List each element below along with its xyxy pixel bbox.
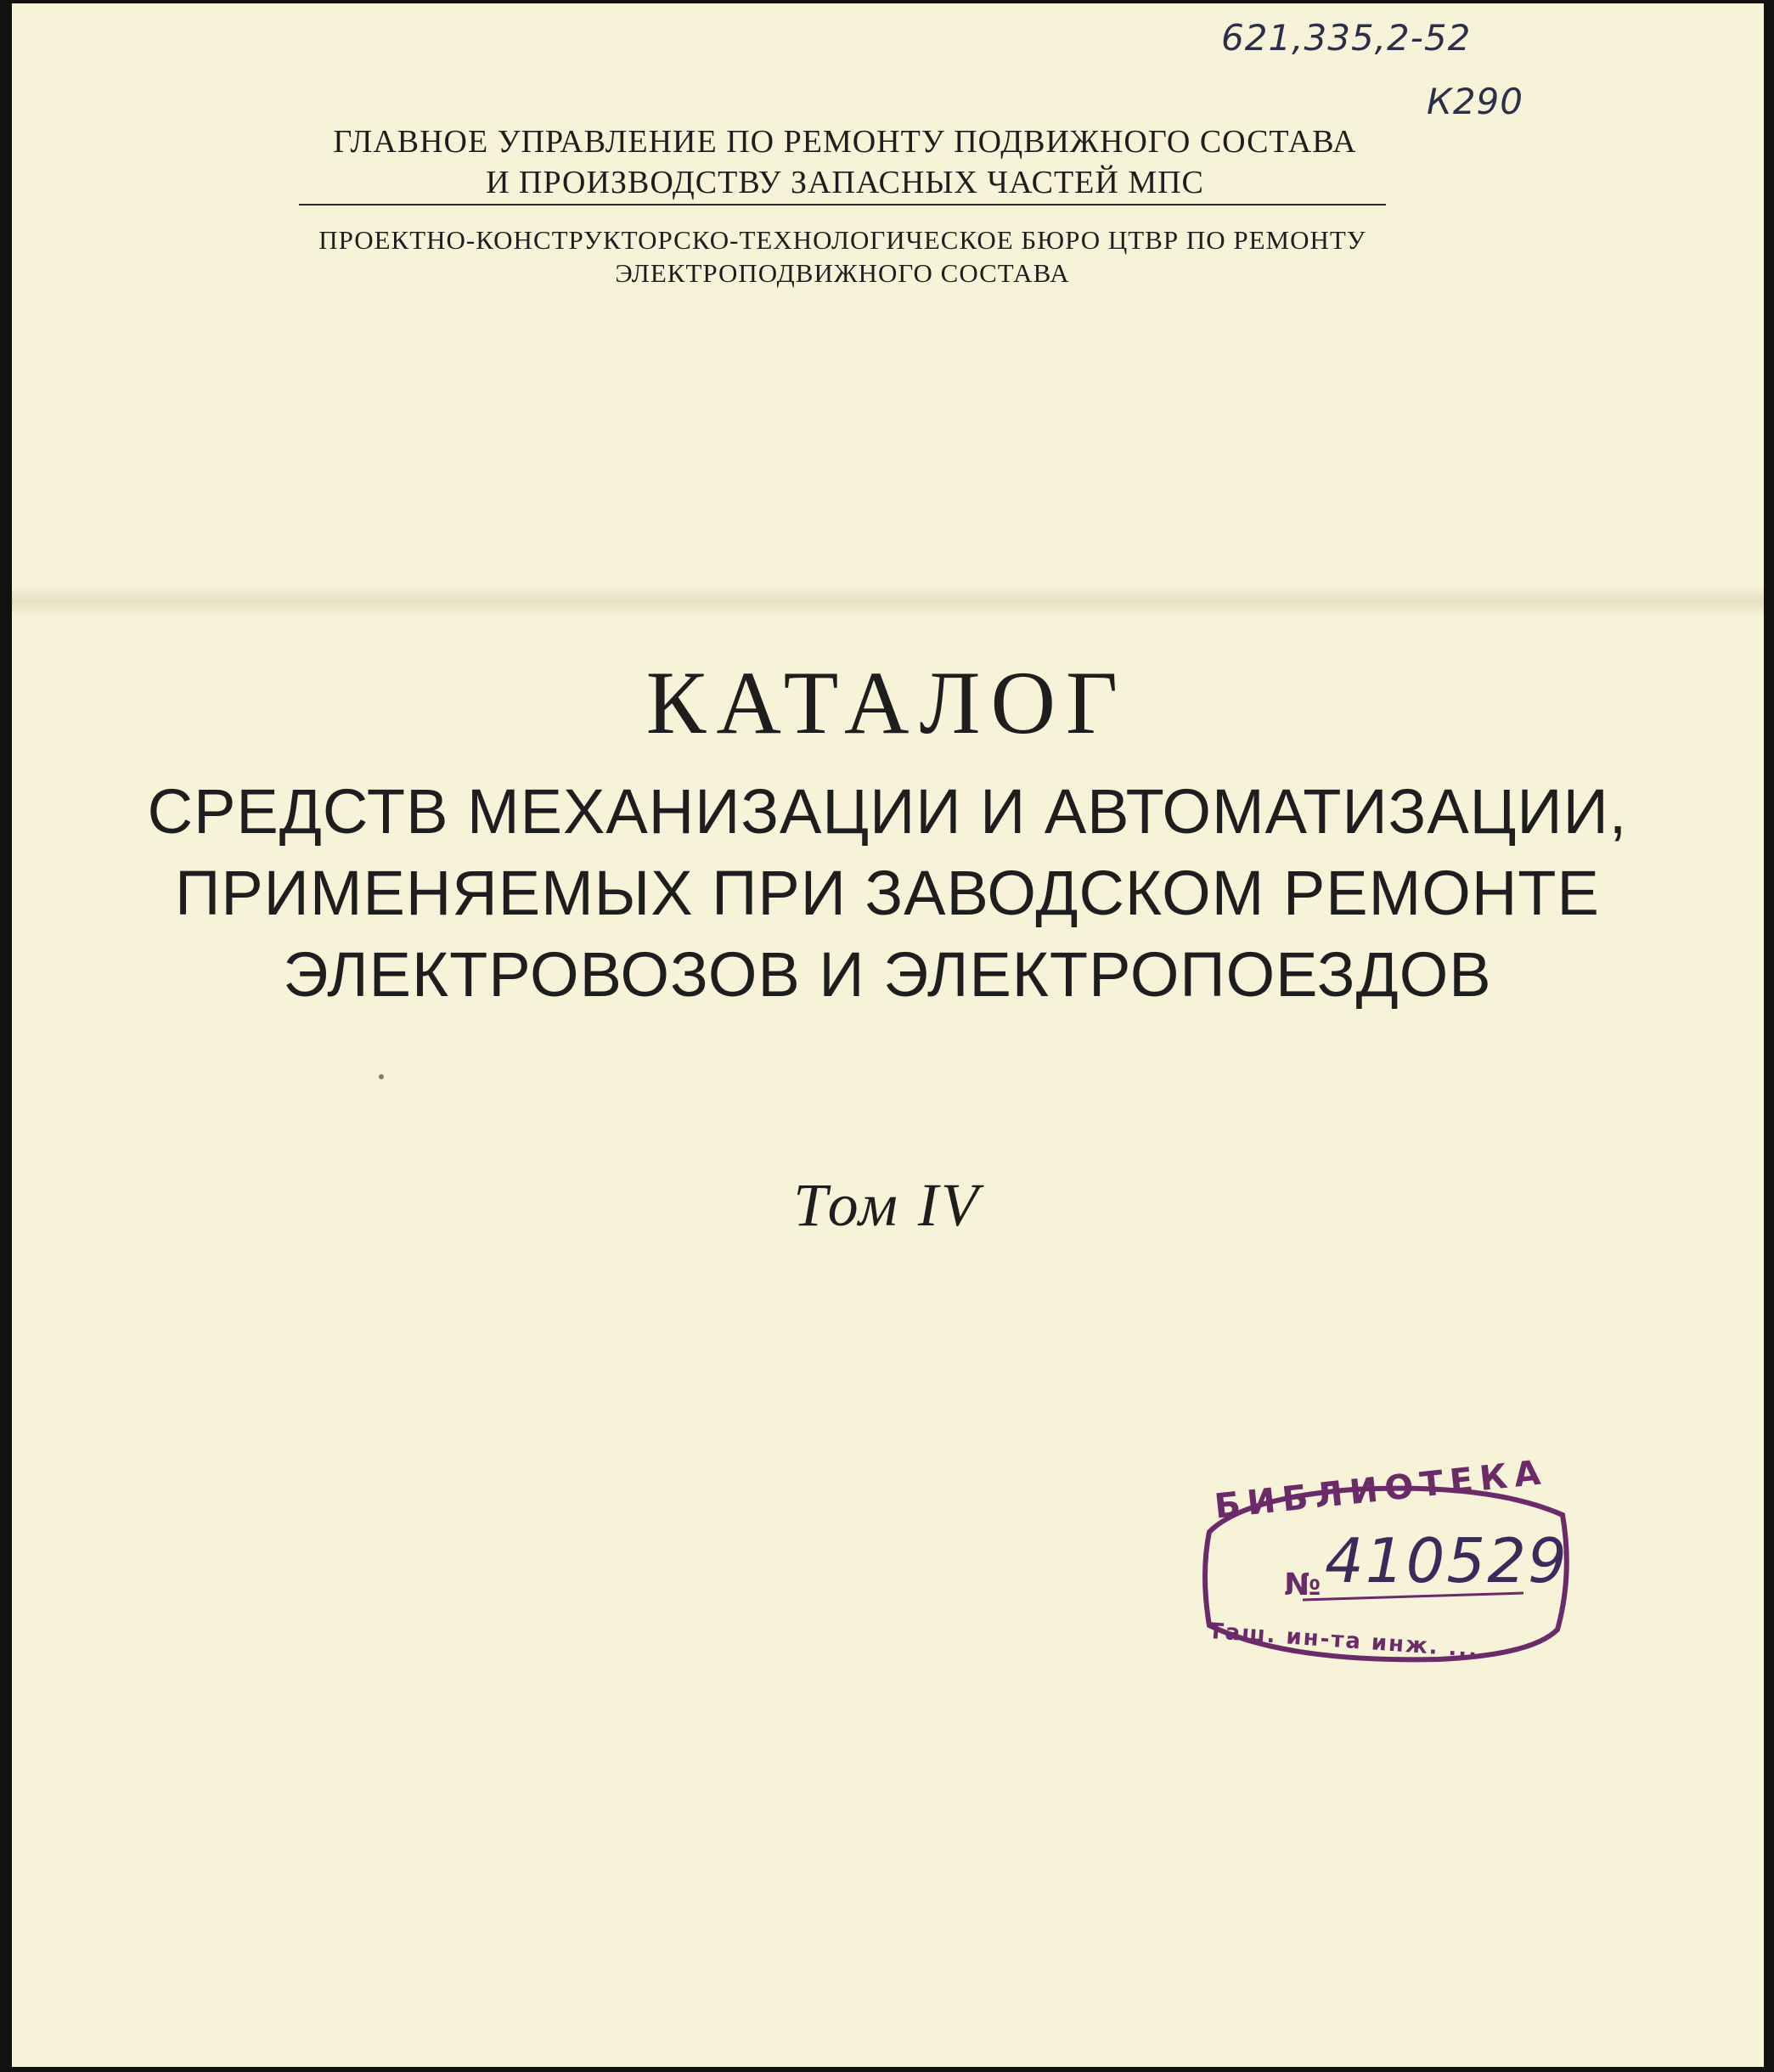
document-subtitle [85, 771, 1690, 1016]
stamp-inventory-number: 410529 [1325, 1525, 1568, 1596]
page-edge-bottom [0, 2067, 1774, 2072]
document-title: КАТАЛОГ [645, 653, 1129, 752]
ministry-line-2: И ПРОИЗВОДСТВУ ЗАПАСНЫХ ЧАСТЕЙ МПС [486, 165, 1204, 200]
paper-fold-line [12, 586, 1764, 617]
ministry-line-1: ГЛАВНОЕ УПРАВЛЕНИЕ ПО РЕМОНТУ ПОДВИЖНОГО СОСТАВА [333, 124, 1357, 160]
subtitle-line-2: ПРИМЕНЯЕМЫХ ПРИ ЗАВОДСКОМ РЕМОНТЕ [175, 858, 1600, 928]
subtitle-line-3: ЭЛЕКТРОВОЗОВ И ЭЛЕКТРОПОЕЗДОВ [283, 939, 1492, 1010]
header-divider [299, 204, 1386, 206]
paper-speck [379, 1074, 384, 1079]
shelfmark-author-code: К290 [1427, 81, 1523, 122]
page-edge-right [1764, 0, 1774, 2072]
subtitle-line-1: СРЕДСТВ МЕХАНИЗАЦИИ И АВТОМАТИЗАЦИИ, [147, 776, 1628, 847]
stamp-header-text: БИБЛИОТЕКА [1213, 1452, 1550, 1527]
ministry-heading [297, 121, 1393, 203]
volume-label: Том IV [793, 1171, 981, 1239]
page-edge-top [0, 0, 1774, 3]
library-stamp [1184, 1452, 1574, 1669]
bureau-line-1: ПРОЕКТНО-КОНСТРУКТОРСКО-ТЕХНОЛОГИЧЕСКОЕ БЮРО ЦТВР ПО РЕМОНТУ [318, 225, 1366, 255]
stamp-number-sign: № [1284, 1568, 1321, 1602]
bureau-line-2: ЭЛЕКТРОПОДВИЖНОГО СОСТАВА [615, 258, 1070, 288]
bureau-heading [290, 223, 1394, 290]
page-edge-left [0, 0, 12, 2072]
stamp-footer-text: Таш. ин-та инж. ... [1207, 1619, 1480, 1664]
shelfmark-classification: 621,335,2-52 [1221, 17, 1472, 59]
